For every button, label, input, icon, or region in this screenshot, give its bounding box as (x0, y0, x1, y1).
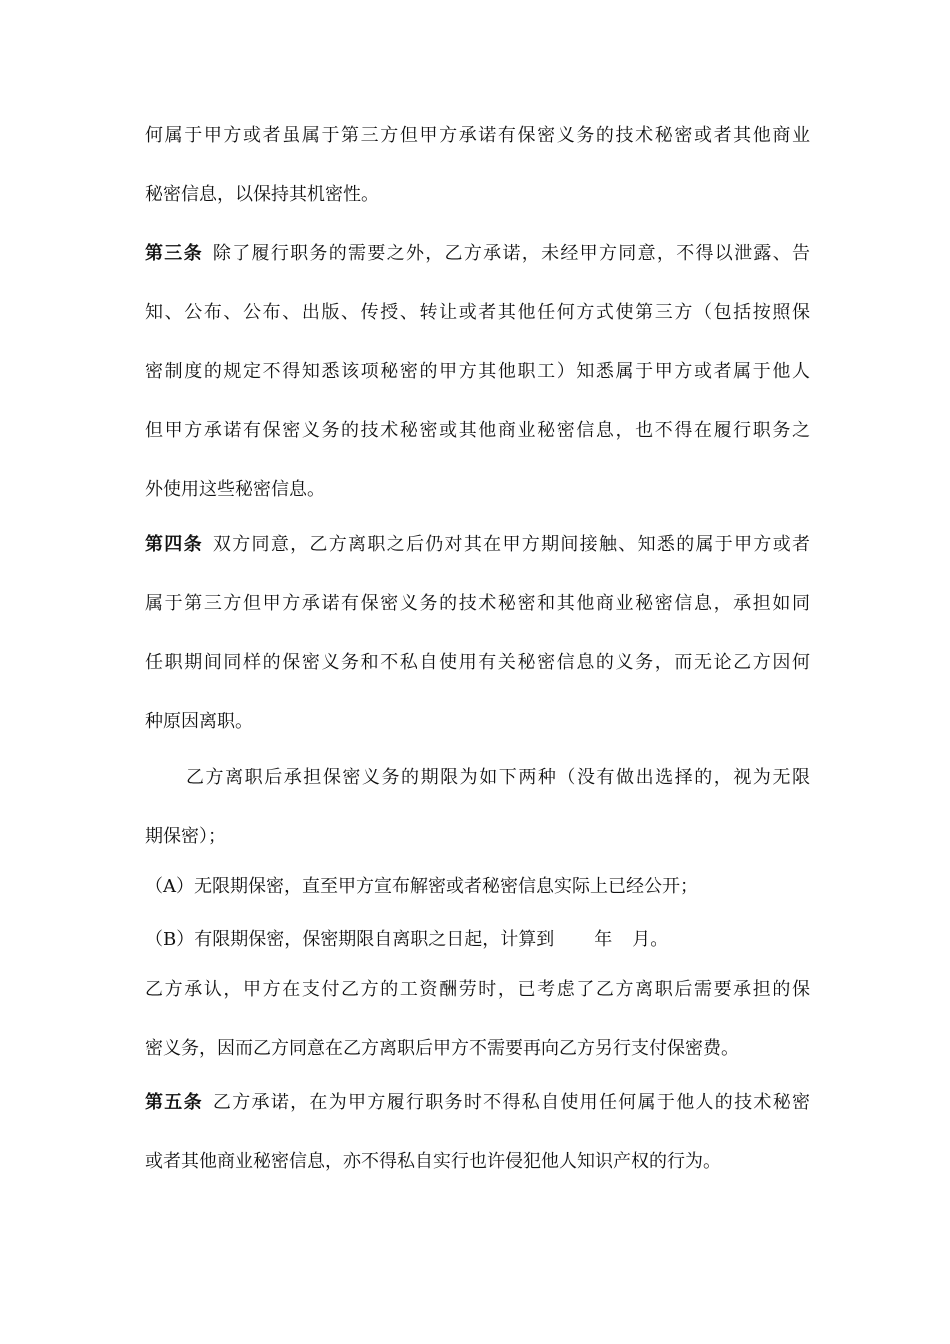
body-line: 密制度的规定不得知悉该项秘密的甲方其他职工）知悉属于甲方或者属于他人 (145, 361, 810, 382)
article-3-first-line (145, 242, 810, 266)
article-3-text: 除了履行职务的需要之外，乙方承诺，未经甲方同意，不得以泄露、告 (212, 243, 810, 264)
article-5-text: 乙方承诺，在为甲方履行职务时不得私自使用任何属于他人的技术秘密 (212, 1092, 810, 1113)
option-a: （A）无限期保密，直至甲方宣布解密或者秘密信息实际上已经公开； (145, 876, 698, 897)
option-b-year: 年 (594, 929, 613, 950)
body-line: 属于第三方但甲方承诺有保密义务的技术秘密和其他商业秘密信息，承担如同 (145, 593, 810, 614)
body-line: 知、公布、公布、出版、传授、转让或者其他任何方式使第三方（包括按照保 (145, 302, 810, 323)
option-b-text: （B）有限期保密，保密期限自离职之日起，计算到 (145, 929, 555, 950)
body-line: 种原因离职。 (145, 711, 253, 732)
article-4-heading: 第四条 (145, 534, 203, 555)
body-line: 秘密信息，以保持其机密性。 (145, 184, 379, 205)
body-line: 何属于甲方或者虽属于第三方但甲方承诺有保密义务的技术秘密或者其他商业 (145, 125, 810, 146)
body-line: 但甲方承诺有保密义务的技术秘密或其他商业秘密信息，也不得在履行职务之 (145, 420, 810, 441)
article-5-first-line (145, 1091, 810, 1115)
body-line: 外使用这些秘密信息。 (145, 479, 325, 500)
body-line: 乙方承认，甲方在支付乙方的工资酬劳时，已考虑了乙方离职后需要承担的保 (145, 979, 810, 1000)
body-line: 或者其他商业秘密信息，亦不得私自实行也许侵犯他人知识产权的行为。 (145, 1151, 721, 1172)
option-b-month: 月。 (632, 929, 669, 950)
article-3-heading: 第三条 (145, 243, 203, 264)
body-line: 乙方离职后承担保密义务的期限为如下两种（没有做出选择的，视为无限 (186, 767, 810, 788)
article-4-text: 双方同意，乙方离职之后仍对其在甲方期间接触、知悉的属于甲方或者 (212, 534, 810, 555)
article-4-first-line (145, 533, 810, 557)
body-line: 期保密）； (145, 826, 226, 847)
body-line: 密义务，因而乙方同意在乙方离职后甲方不需要再向乙方另行支付保密费。 (145, 1038, 739, 1059)
article-5-heading: 第五条 (145, 1092, 203, 1113)
body-line: 任职期间同样的保密义务和不私自使用有关秘密信息的义务，而无论乙方因何 (145, 652, 810, 673)
option-b (145, 928, 810, 952)
